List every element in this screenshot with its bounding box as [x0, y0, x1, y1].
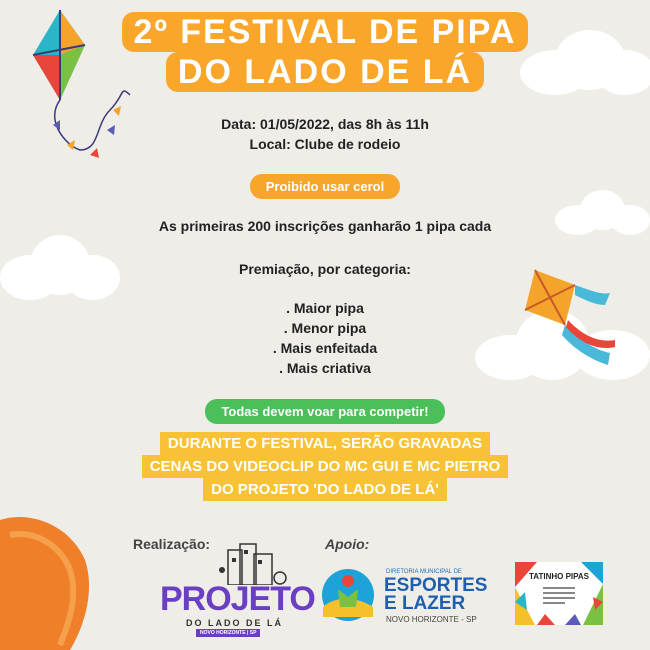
title-text-1: 2º FESTIVAL DE PIPA [122, 12, 529, 52]
sports-figure-icon [318, 567, 378, 622]
announcement-line-1 [0, 432, 650, 455]
announcement-text-1: DURANTE O FESTIVAL, SERÃO GRAVADAS [160, 432, 490, 455]
realizacao-label: Realização: [133, 536, 211, 552]
event-location: Local: Clube de rodeio [249, 136, 401, 152]
rule-pill [0, 399, 650, 424]
esportes-small-text: DIRETORIA MUNICIPAL DE [386, 569, 462, 575]
warning-pill-text: Proibido usar cerol [250, 174, 400, 199]
esportes-line-1: ESPORTES [384, 575, 488, 596]
announcement-text-3: DO PROJETO 'DO LADO DE LÁ' [203, 478, 447, 501]
event-date: Data: 01/05/2022, das 8h às 11h [221, 116, 429, 132]
esportes-city: NOVO HORIZONTE - SP [386, 615, 477, 624]
announcement-text-2: CENAS DO VIDEOCLIP DO MC GUI E MC PIETRO [142, 455, 509, 478]
award-item: . Mais enfeitada [272, 340, 378, 356]
title-line-1 [0, 12, 650, 52]
awards-heading: Premiação, por categoria: [239, 261, 411, 277]
favela-illustration-icon [218, 540, 288, 585]
award-item: . Mais criativa [279, 360, 371, 376]
award-item: . Menor pipa [283, 320, 367, 336]
esportes-line-2: E LAZER [384, 593, 466, 614]
registration-note: As primeiras 200 inscrições ganharão 1 pipa cada [158, 218, 492, 234]
title-text-2: DO LADO DE LÁ [166, 52, 484, 92]
title-line-2 [0, 52, 650, 92]
award-item: . Maior pipa [286, 300, 364, 316]
announcement-line-3 [0, 478, 650, 501]
esportes-lazer-logo [318, 565, 503, 630]
projeto-logo-title: PROJETO [160, 580, 315, 618]
projeto-logo-city: NOVO HORIZONTE | SP [196, 629, 260, 637]
tatinho-title: TATINHO PIPAS [529, 572, 589, 581]
announcement-line-2 [0, 455, 650, 478]
warning-pill [0, 174, 650, 199]
tatinho-details-block [543, 584, 575, 612]
tatinho-pipas-logo [515, 562, 603, 625]
rule-pill-text: Todas devem voar para competir! [205, 399, 444, 424]
projeto-logo [158, 540, 315, 640]
orange-brush-decoration [0, 510, 95, 650]
projeto-logo-sub: DO LADO DE LÁ [186, 618, 283, 628]
apoio-label: Apoio: [325, 536, 370, 552]
